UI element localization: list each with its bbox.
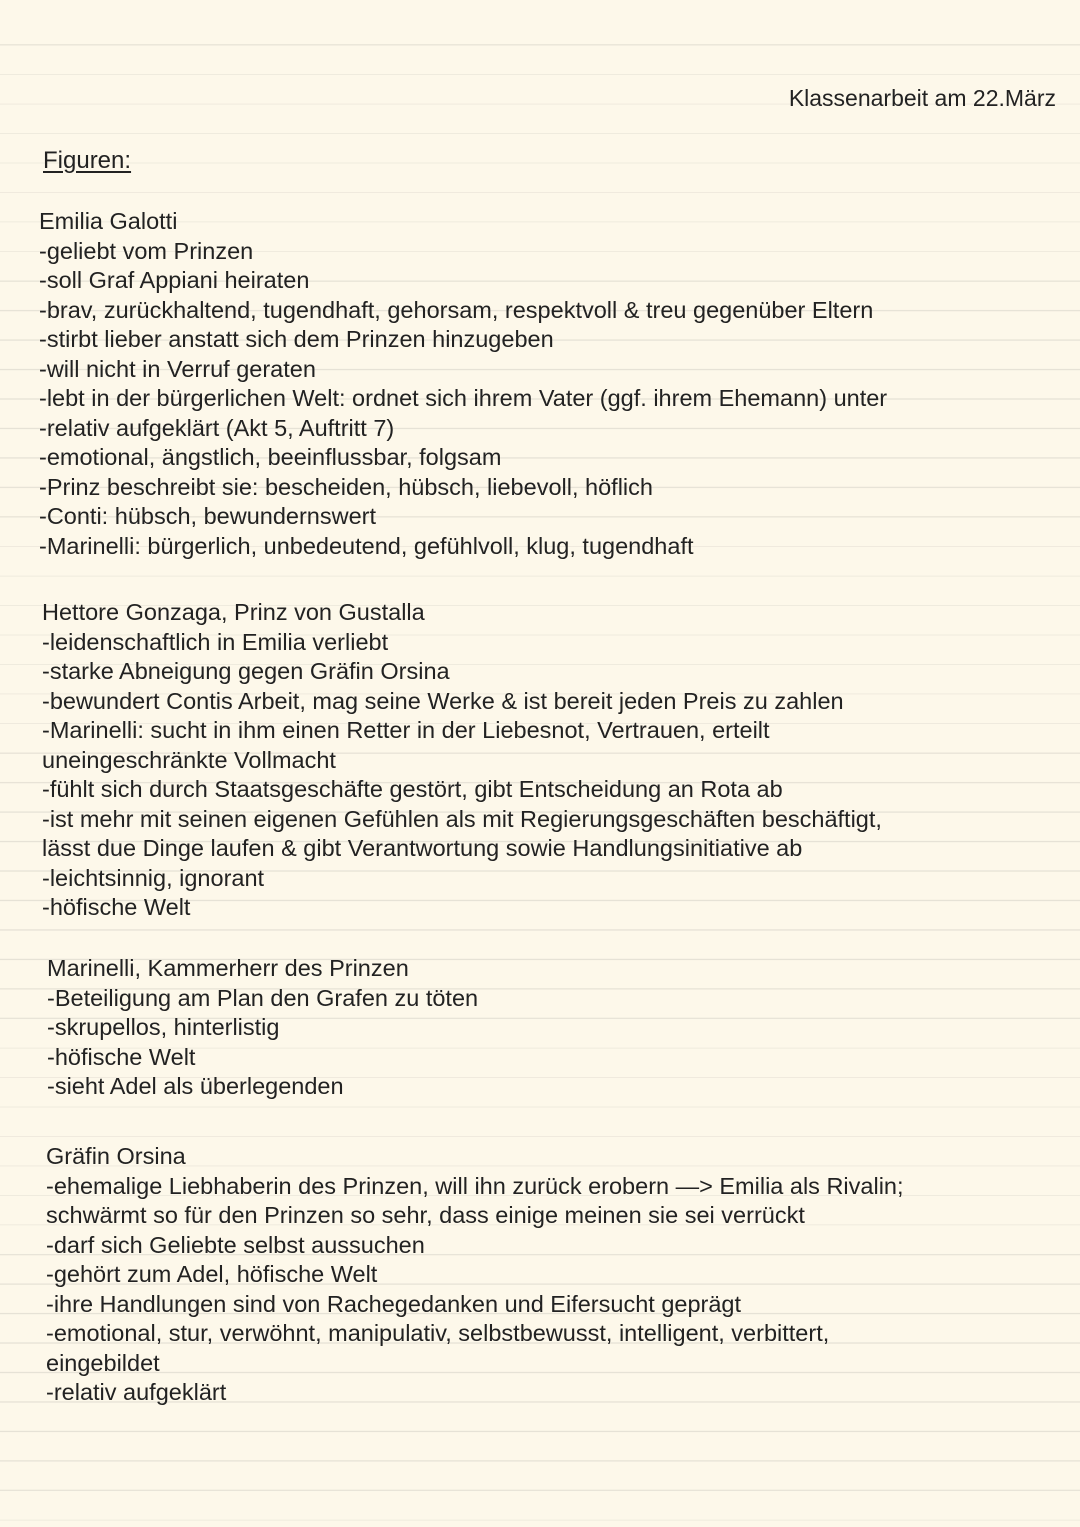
- trait-line: schwärmt so für den Prinzen so sehr, dass einige meinen sie sei verrückt: [46, 1202, 805, 1228]
- trait-line: uneingeschränkte Vollmacht: [42, 746, 336, 773]
- trait-line: -ihre Handlungen sind von Rachegedanken und Eifersucht geprägt: [46, 1290, 742, 1317]
- trait-line: -brav, zurückhaltend, tugendhaft, gehorsam, respektvoll & treu gegenüber Eltern: [39, 296, 874, 323]
- character-block-prinz: [42, 598, 1062, 923]
- trait-line: -skrupellos, hinterlistig: [47, 1014, 280, 1040]
- trait-line: -emotional, ängstlich, beeinflussbar, folgsam: [39, 444, 502, 470]
- trait-line: lässt due Dinge laufen & gibt Verantwortung sowie Handlungsinitiative ab: [42, 835, 803, 861]
- trait-line: -will nicht in Verruf geraten: [39, 355, 316, 382]
- trait-line: -Marinelli: sucht in ihm einen Retter in der Liebesnot, Vertrauen, erteilt: [42, 717, 770, 743]
- trait-line: -soll Graf Appiani heiraten: [39, 267, 310, 293]
- trait-line: -stirbt lieber anstatt sich dem Prinzen hinzugeben: [39, 326, 554, 352]
- trait-line: -ehemalige Liebhaberin des Prinzen, will ihn zurück erobern —> Emilia als Rivalin;: [46, 1172, 904, 1199]
- character-name: Marinelli, Kammerherr des Prinzen: [47, 955, 409, 981]
- trait-line: -leichtsinnig, ignorant: [42, 864, 265, 891]
- trait-line: -sieht Adel als überlegenden: [47, 1073, 344, 1099]
- trait-line: -relativ aufgeklärt: [46, 1379, 227, 1405]
- trait-line: -bewundert Contis Arbeit, mag seine Werke & ist bereit jeden Preis zu zahlen: [42, 687, 844, 714]
- trait-line: -Conti: hübsch, bewundernswert: [39, 503, 377, 529]
- section-title: Figuren:: [43, 147, 132, 174]
- trait-line: -Marinelli: bürgerlich, unbedeutend, gefühlvoll, klug, tugendhaft: [39, 532, 694, 559]
- trait-line: -Beteiligung am Plan den Grafen zu töten: [47, 984, 479, 1011]
- character-name: Hettore Gonzaga, Prinz von Gustalla: [42, 599, 425, 625]
- trait-line: -höfische Welt: [42, 894, 191, 920]
- trait-line: -höfische Welt: [47, 1043, 196, 1070]
- character-block-marinelli: [47, 954, 1067, 1102]
- trait-line: -leidenschaftlich in Emilia verliebt: [42, 628, 389, 655]
- trait-line: eingebildet: [46, 1349, 160, 1376]
- trait-line: -geliebt vom Prinzen: [39, 237, 254, 264]
- header-date-note: Klassenarbeit am 22.März: [788, 85, 1056, 111]
- trait-line: -darf sich Geliebte selbst aussuchen: [46, 1231, 425, 1258]
- character-block-orsina: [46, 1142, 1066, 1408]
- trait-line: -Prinz beschreibt sie: bescheiden, hübsch, liebevoll, höflich: [39, 473, 653, 500]
- trait-line: -gehört zum Adel, höfische Welt: [46, 1261, 378, 1287]
- trait-line: -fühlt sich durch Staatsgeschäfte gestört, gibt Entscheidung an Rota ab: [42, 776, 783, 802]
- trait-line: -relativ aufgeklärt (Akt 5, Auftritt 7): [39, 414, 395, 441]
- trait-line: -lebt in der bürgerlichen Welt: ordnet sich ihrem Vater (ggf. ihrem Ehemann) unter: [39, 385, 888, 411]
- trait-line: -ist mehr mit seinen eigenen Gefühlen als mit Regierungsgeschäften beschäftigt,: [42, 805, 882, 832]
- trait-line: -starke Abneigung gegen Gräfin Orsina: [42, 658, 450, 684]
- character-block-emilia: [39, 207, 1059, 561]
- character-name: Gräfin Orsina: [46, 1143, 186, 1169]
- character-name: Emilia Galotti: [39, 208, 178, 234]
- trait-line: -emotional, stur, verwöhnt, manipulativ, selbstbewusst, intelligent, verbittert,: [46, 1320, 830, 1346]
